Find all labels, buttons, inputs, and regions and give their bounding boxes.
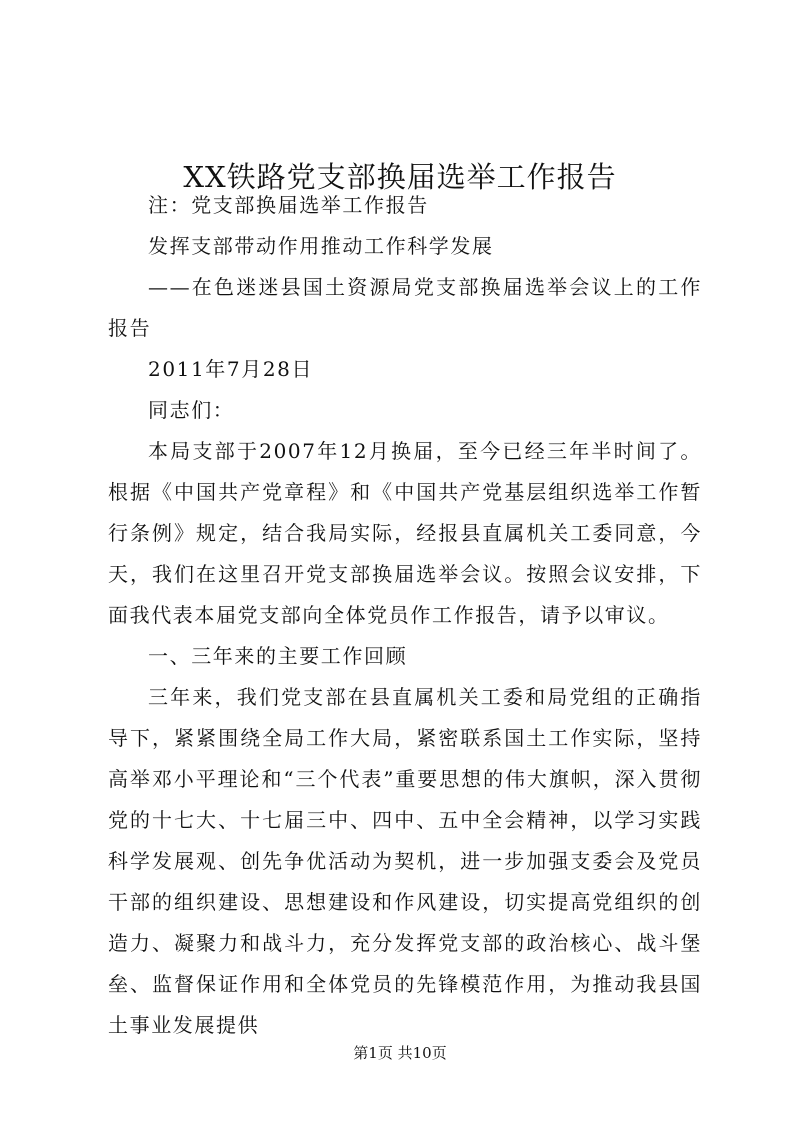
body-paragraph-review: 三年来，我们党支部在县直属机关工委和局党组的正确指导下，紧紧围绕全局工作大局，紧密联系国土工作实际，坚持高举邓小平理论和“三个代表”重要思想的伟大旗帜，深入贯彻党的十七大、十七届三中、四中、五中全会精神，以学习实践科学发展观、创先争优活动为契机，进一步加强支委会及党员干部的组织建设、思想建设和作风建设，切实提高党组织的创造力、凝聚力和战斗力，充分发挥党支部的政治核心、战斗堡垒、监督保证作用和全体党员的先锋模范作用，为推动我县国土事业发展提供 (108, 685, 702, 1037)
section-heading-review: 一、三年来的主要工作回顾 (148, 644, 408, 668)
note-line: 注：党支部换届选举工作报告 (148, 193, 429, 217)
document-title: XX铁路党支部换届选举工作报告 (183, 160, 617, 195)
report-date: 2011年7月28日 (148, 357, 314, 381)
body-paragraph-intro: 本局支部于2007年12月换届，至今已经三年半时间了。根据《中国共产党章程》和《中国共产党基层组织选举工作暂行条例》规定，结合我局实际，经报县直属机关工委同意，今天，我们在这里召开党支部换届选举会议。按照会议安排，下面我代表本届党支部向全体党员作工作报告，请予以审议。 (108, 439, 702, 627)
salutation: 同志们： (148, 398, 235, 422)
document-body (108, 185, 702, 1046)
page-footer: 第1页 共10页 (353, 1044, 447, 1062)
report-heading: 发挥支部带动作用推动工作科学发展 (148, 234, 494, 258)
report-subheading: ——在色迷迷县国土资源局党支部换届选举会议上的工作报告 (108, 275, 702, 340)
